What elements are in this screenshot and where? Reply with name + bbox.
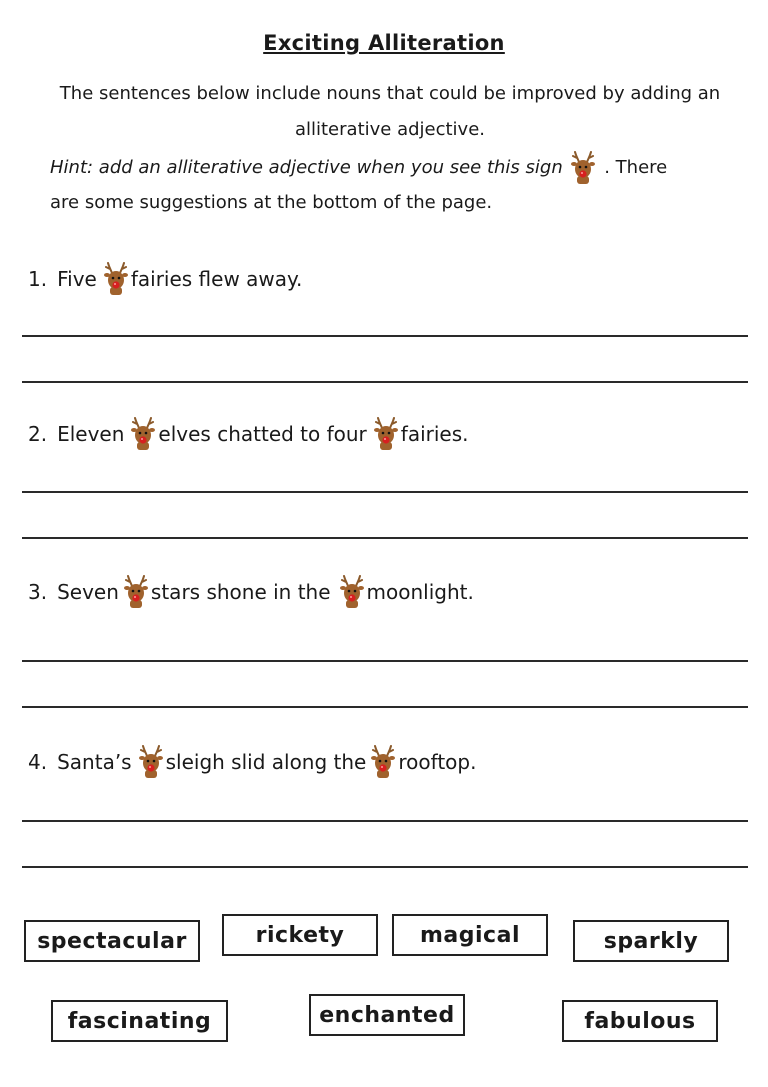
- hint-part-1: Hint: add an alliterative adjective when you see this sign: [50, 157, 563, 178]
- intro-line-1: The sentences below include nouns that could be improved by adding an: [59, 83, 721, 104]
- sentence-text: Eleven: [57, 422, 125, 446]
- word-card-magical: magical: [392, 914, 548, 956]
- answer-line[interactable]: [22, 820, 748, 822]
- reindeer-icon: [370, 745, 396, 779]
- sentence-text: Santa’s: [57, 750, 132, 774]
- sentence-text: sleigh slid along the: [165, 750, 367, 774]
- hint-text: [50, 150, 740, 220]
- reindeer-icon: [130, 417, 156, 451]
- sentence-text: moonlight.: [366, 580, 474, 604]
- sentence-text: rooftop.: [398, 750, 477, 774]
- reindeer-icon: [373, 417, 399, 451]
- worksheet-title: Exciting Alliteration: [263, 31, 505, 55]
- sentence-text: fairies flew away.: [130, 267, 303, 291]
- sentence-1: [28, 262, 302, 296]
- sentence-number: 1.: [28, 267, 48, 291]
- answer-line[interactable]: [22, 706, 748, 708]
- sentence-text: Five: [57, 267, 97, 291]
- sentence-number: 2.: [28, 422, 48, 446]
- sentence-text: Seven: [57, 580, 119, 604]
- word-card-spectacular: spectacular: [24, 920, 200, 962]
- sentence-2: [28, 417, 469, 451]
- answer-line[interactable]: [22, 537, 748, 539]
- sentence-number: 4.: [28, 750, 48, 774]
- reindeer-icon: [138, 745, 164, 779]
- reindeer-icon: [339, 575, 365, 609]
- sentence-3: [28, 575, 474, 609]
- word-card-rickety: rickety: [222, 914, 378, 956]
- hint-part-2: . There: [604, 157, 668, 178]
- word-card-sparkly: sparkly: [573, 920, 729, 962]
- answer-line[interactable]: [22, 866, 748, 868]
- answer-line[interactable]: [22, 381, 748, 383]
- word-card-enchanted: enchanted: [309, 994, 465, 1036]
- reindeer-icon: [103, 262, 129, 296]
- sentence-4: [28, 745, 476, 779]
- answer-line[interactable]: [22, 660, 748, 662]
- reindeer-icon: [570, 151, 596, 185]
- hint-part-3: are some suggestions at the bottom of the page.: [50, 192, 493, 213]
- intro-text: [40, 76, 740, 148]
- reindeer-icon: [123, 575, 149, 609]
- sentence-text: stars shone in the: [150, 580, 331, 604]
- word-card-fabulous: fabulous: [562, 1000, 718, 1042]
- sentence-text: elves chatted to four: [158, 422, 367, 446]
- intro-line-2: alliterative adjective.: [294, 119, 486, 140]
- answer-line[interactable]: [22, 491, 748, 493]
- answer-line[interactable]: [22, 335, 748, 337]
- sentence-text: fairies.: [400, 422, 469, 446]
- word-card-fascinating: fascinating: [51, 1000, 228, 1042]
- sentence-number: 3.: [28, 580, 48, 604]
